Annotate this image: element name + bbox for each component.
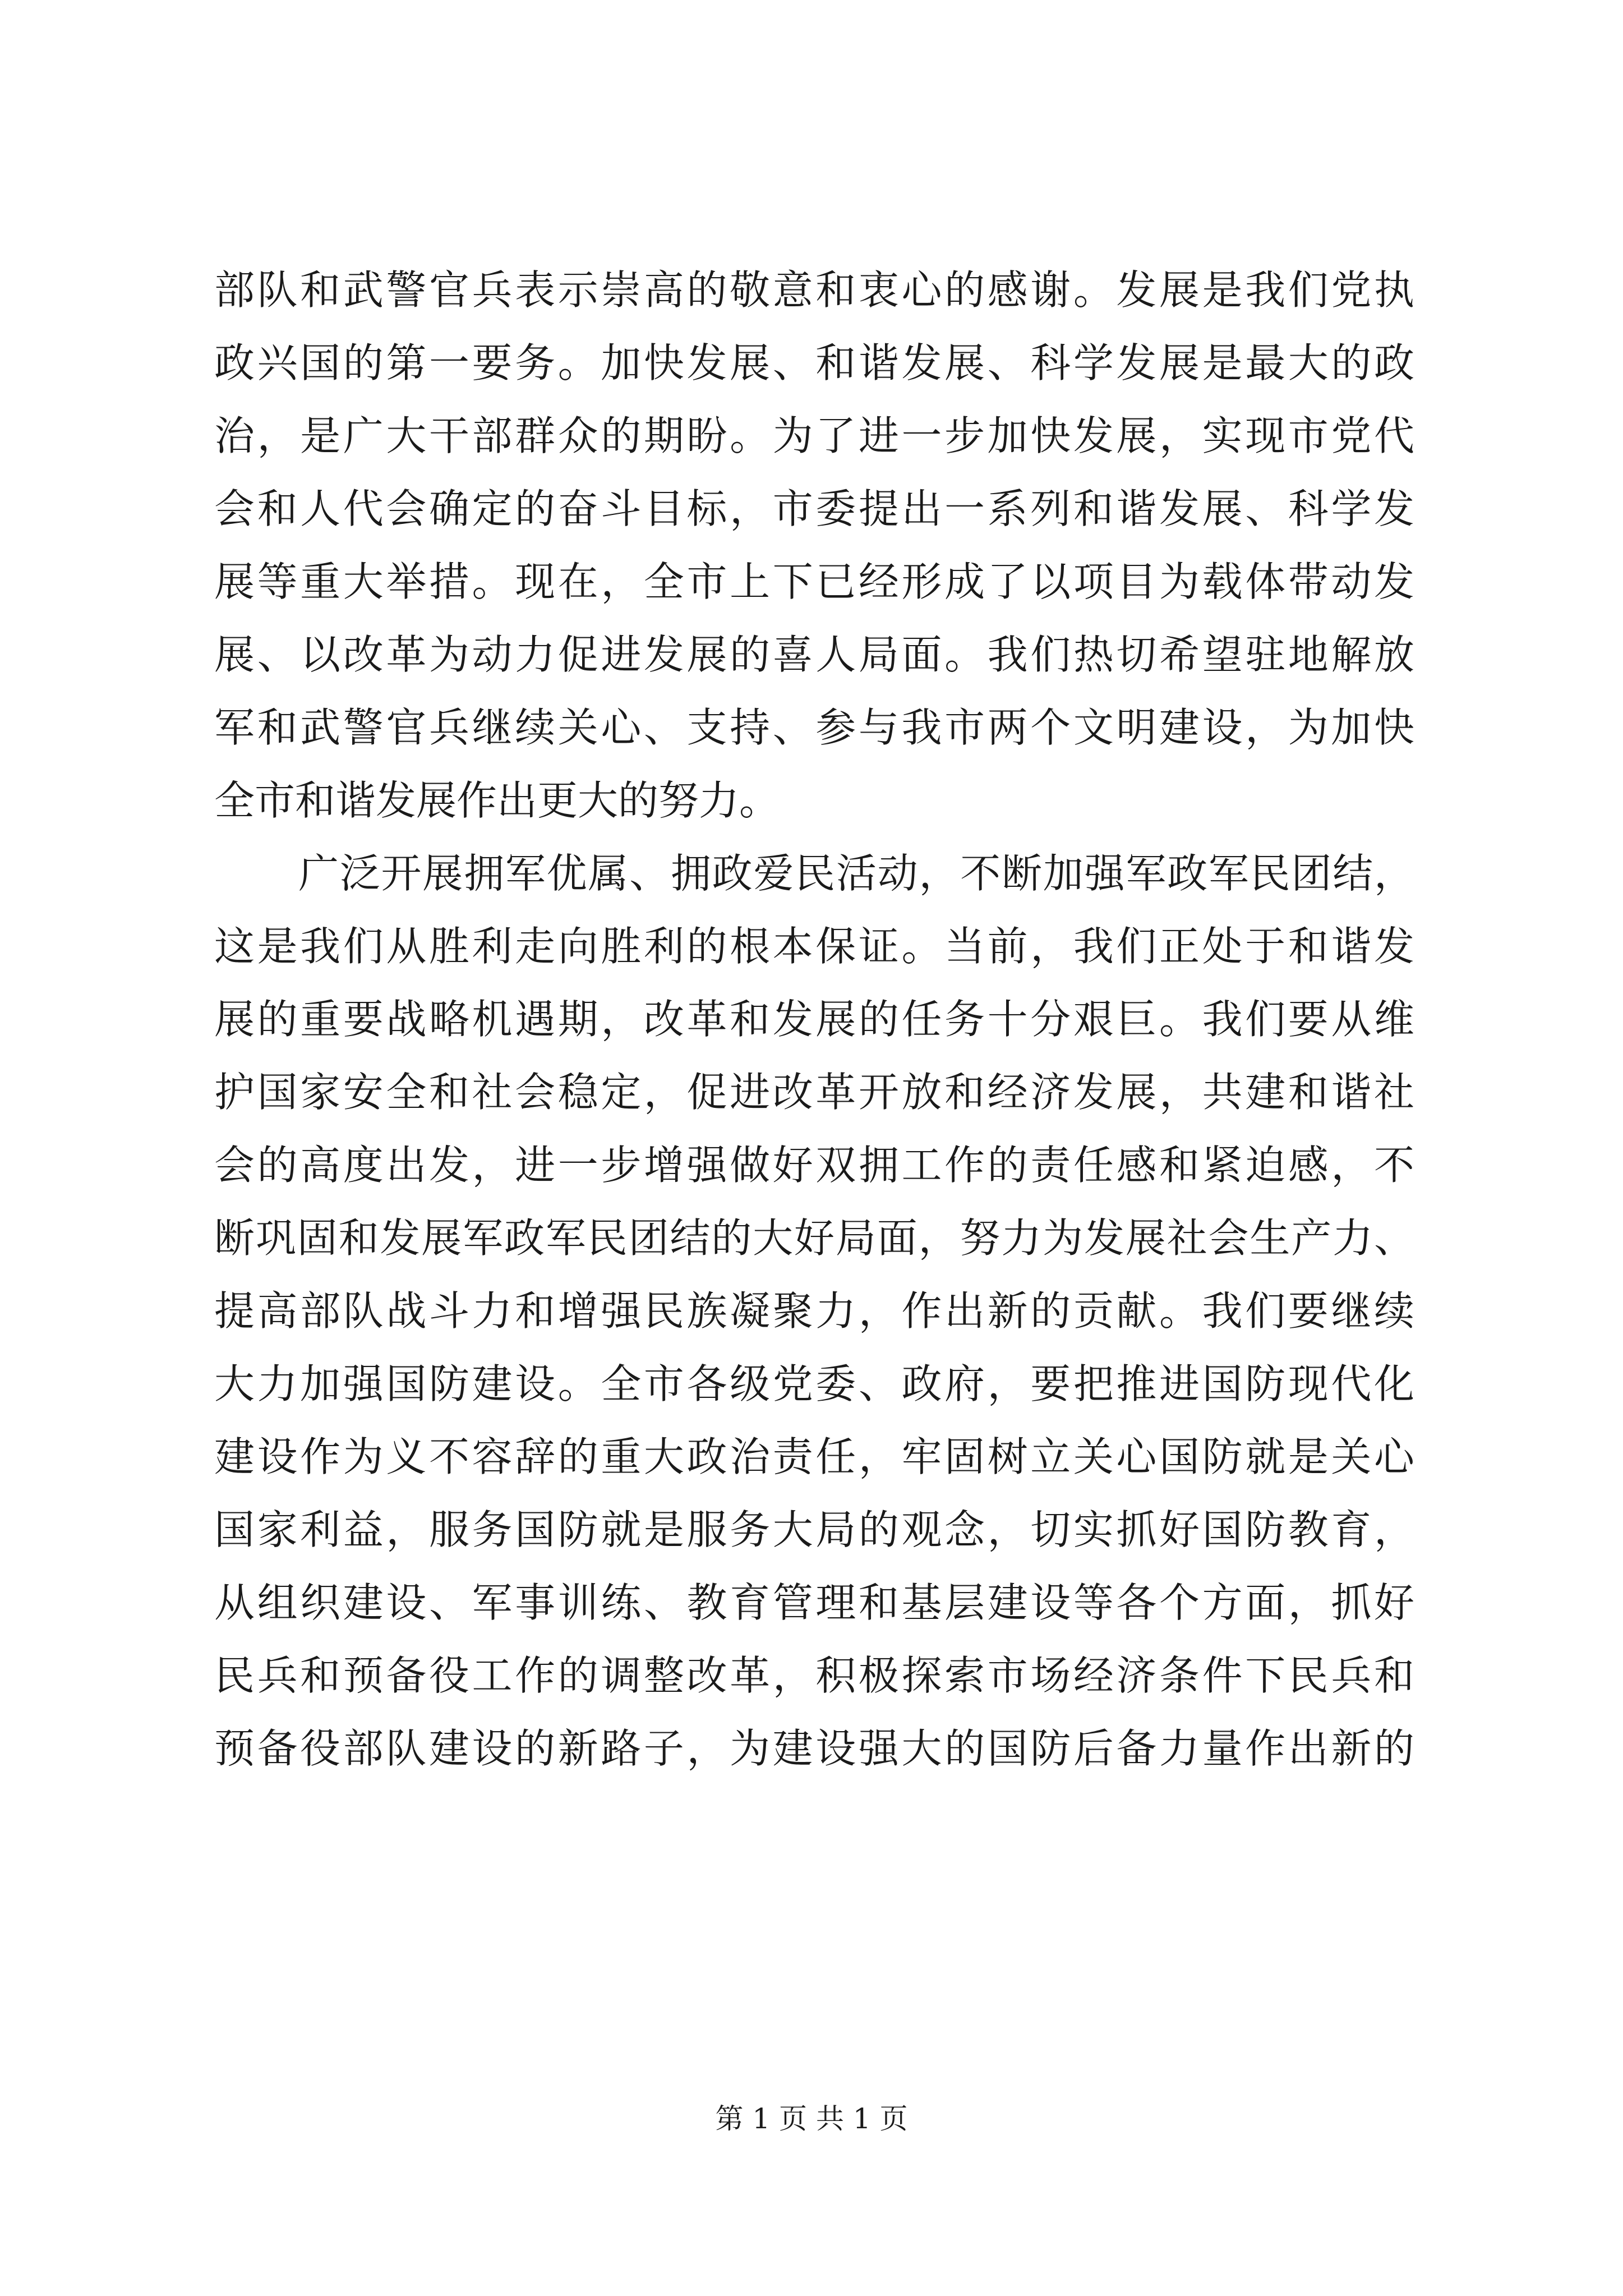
- paragraph-line: 会和人代会确定的奋斗目标，市委提出一系列和谐发展、科学发: [214, 485, 1414, 532]
- body-text: [214, 263, 1414, 1794]
- paragraph-line: 广泛开展拥军优属、拥政爱民活动，不断加强军政军民团结，: [298, 850, 1414, 897]
- paragraph-line: 大力加强国防建设。全市各级党委、政府，要把推进国防现代化: [214, 1360, 1414, 1407]
- paragraph-line: 从组织建设、军事训练、教育管理和基层建设等各个方面，抓好: [214, 1579, 1414, 1626]
- paragraph-line: 部队和武警官兵表示崇高的敬意和衷心的感谢。发展是我们党执: [214, 266, 1414, 314]
- paragraph-1: [214, 263, 1414, 828]
- paragraph-line: 展的重要战略机遇期，改革和发展的任务十分艰巨。我们要从维: [214, 996, 1414, 1043]
- paragraph-line: 展等重大举措。现在，全市上下已经形成了以项目为载体带动发: [214, 558, 1414, 605]
- paragraph-line: 护国家安全和社会稳定，促进改革开放和经济发展，共建和谐社: [214, 1069, 1414, 1116]
- paragraph-line: 全市和谐发展作出更大的努力。: [214, 777, 780, 824]
- paragraph-line: 断巩固和发展军政军民团结的大好局面，努力为发展社会生产力、: [214, 1214, 1414, 1262]
- paragraph-line: 展、以改革为动力促进发展的喜人局面。我们热切希望驻地解放: [214, 631, 1414, 678]
- paragraph-line: 这是我们从胜利走向胜利的根本保证。当前，我们正处于和谐发: [214, 923, 1414, 970]
- page-number-label: 第 1 页 共 1 页: [715, 2102, 908, 2135]
- paragraph-line: 军和武警官兵继续关心、支持、参与我市两个文明建设，为加快: [214, 704, 1414, 751]
- paragraph-2: [214, 846, 1414, 1776]
- paragraph-line: 政兴国的第一要务。加快发展、和谐发展、科学发展是最大的政: [214, 339, 1414, 386]
- paragraph-line: 国家利益，服务国防就是服务大局的观念，切实抓好国防教育，: [214, 1506, 1414, 1553]
- paragraph-line: 预备役部队建设的新路子，为建设强大的国防后备力量作出新的: [214, 1725, 1414, 1772]
- paragraph-line: 建设作为义不容辞的重大政治责任，牢固树立关心国防就是关心: [214, 1433, 1414, 1480]
- paragraph-line: 会的高度出发，进一步增强做好双拥工作的责任感和紧迫感，不: [214, 1142, 1414, 1189]
- page-footer: [0, 2101, 1623, 2137]
- paragraph-line: 治，是广大干部群众的期盼。为了进一步加快发展，实现市党代: [214, 412, 1414, 459]
- paragraph-line: 民兵和预备役工作的调整改革，积极探索市场经济条件下民兵和: [214, 1652, 1414, 1699]
- paragraph-line: 提高部队战斗力和增强民族凝聚力，作出新的贡献。我们要继续: [214, 1287, 1414, 1335]
